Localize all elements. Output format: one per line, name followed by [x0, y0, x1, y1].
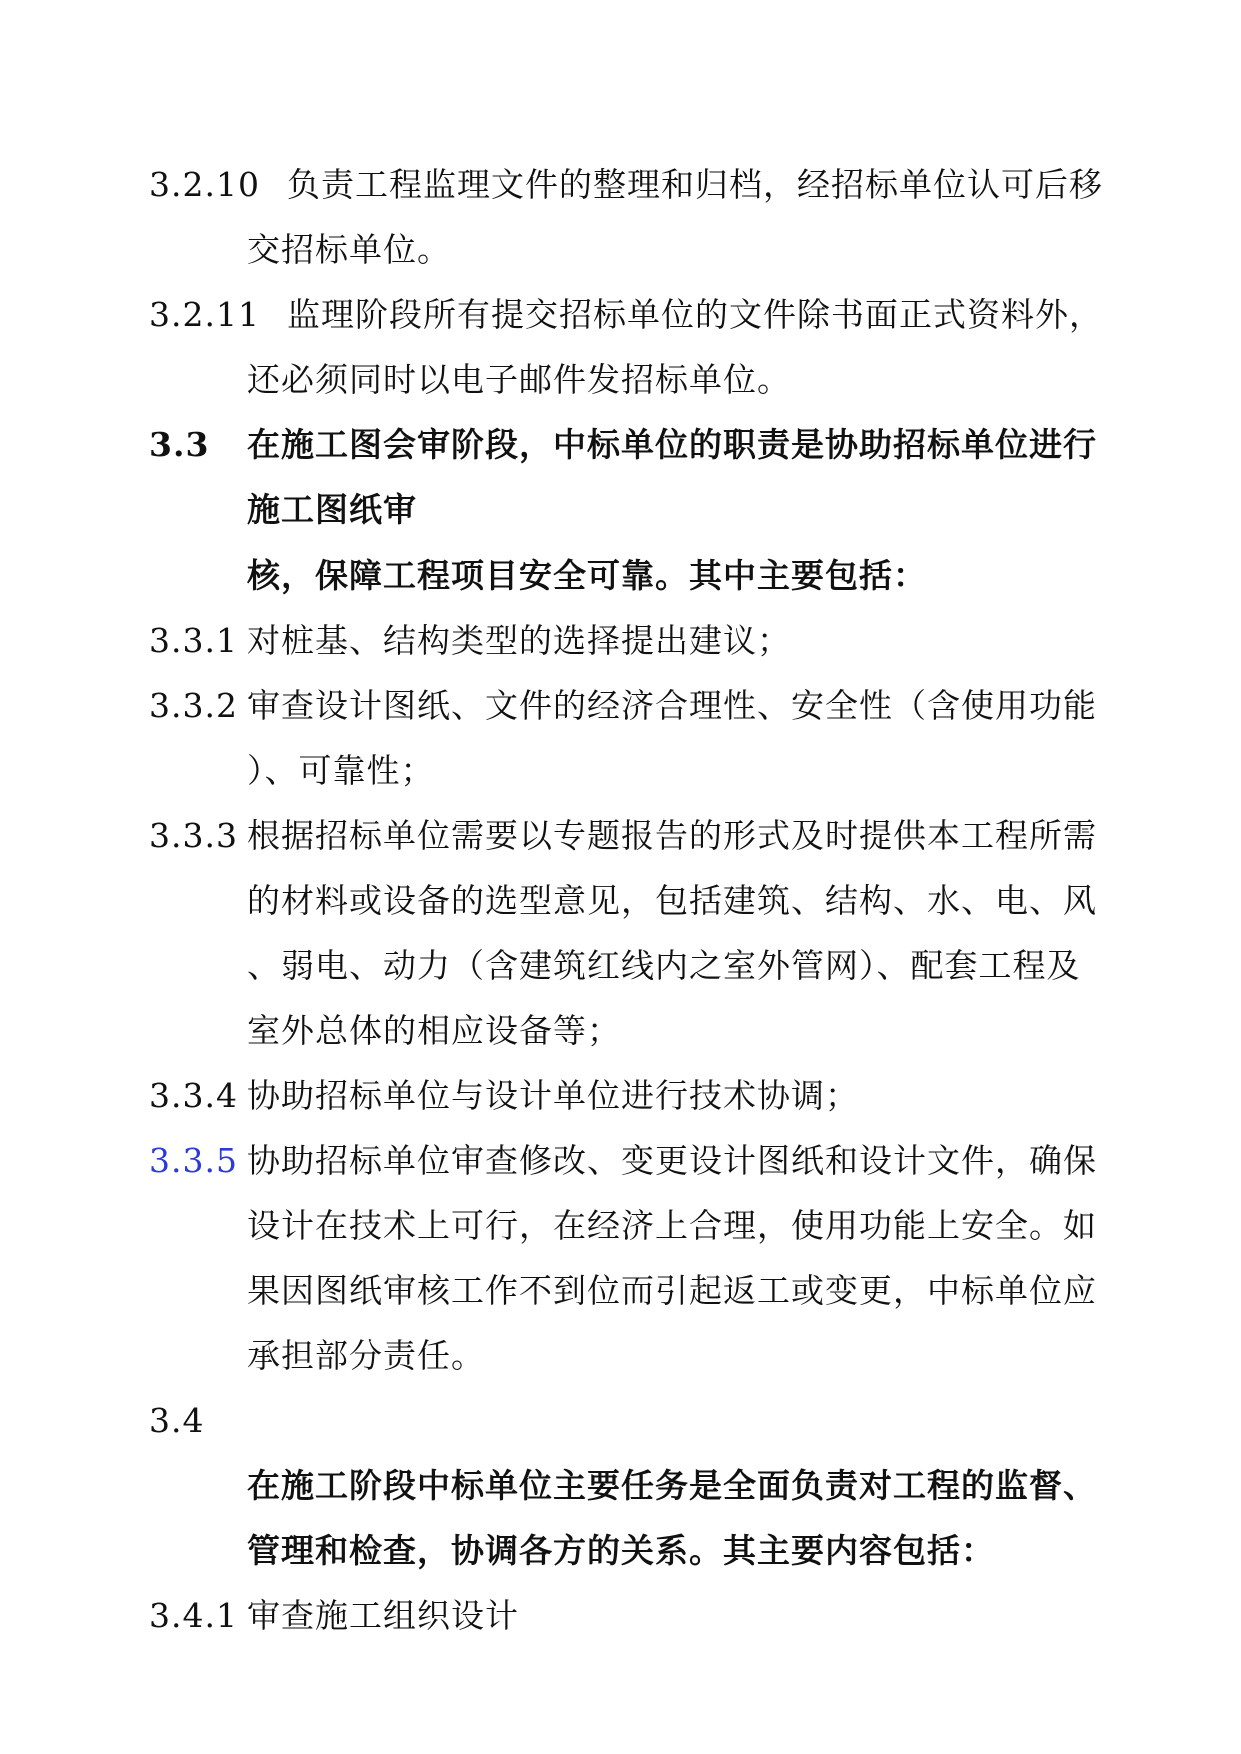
section-number: 3.4: [149, 1401, 205, 1440]
clause-text: 负责工程监理文件的整理和归档，经招标单位认可后移: [287, 165, 1103, 204]
clause-text: 室外总体的相应设备等；: [247, 1011, 621, 1050]
section-number: 3.3: [149, 425, 210, 464]
clause-text: 、弱电、动力（含建筑红线内之室外管网）、配套工程及: [247, 946, 1081, 985]
section-heading: 在施工阶段中标单位主要任务是全面负责对工程的监督、: [247, 1466, 1097, 1505]
section-heading: 在施工图会审阶段，中标单位的职责是协助招标单位进行: [247, 425, 1097, 464]
section-heading: 管理和检查，协调各方的关系。其主要内容包括：: [247, 1531, 995, 1570]
clause-text: 交招标单位。: [247, 230, 451, 269]
section-heading: 施工图纸审: [247, 490, 417, 529]
clause-text: 根据招标单位需要以专题报告的形式及时提供本工程所需: [247, 816, 1097, 855]
clause-text: 对桩基、结构类型的选择提出建议；: [247, 621, 791, 660]
clause-number: 3.3.4: [149, 1076, 238, 1115]
clause-number: 3.2.10: [149, 165, 260, 204]
clause-number-highlighted: 3.3.5: [149, 1141, 238, 1180]
clause-text: ）、可靠性；: [247, 751, 435, 790]
section-heading: 核，保障工程项目安全可靠。其中主要包括：: [247, 556, 927, 595]
clause-text: 审查设计图纸、文件的经济合理性、安全性（含使用功能: [247, 686, 1097, 725]
clause-number: 3.3.1: [149, 621, 238, 660]
clause-text: 协助招标单位与设计单位进行技术协调；: [247, 1076, 859, 1115]
clause-text: 还必须同时以电子邮件发招标单位。: [247, 360, 791, 399]
clause-text: 协助招标单位审查修改、变更设计图纸和设计文件，确保: [247, 1141, 1097, 1180]
clause-text: 承担部分责任。: [247, 1336, 485, 1375]
clause-number: 3.3.2: [149, 686, 238, 725]
clause-text: 审查施工组织设计: [247, 1596, 519, 1635]
clause-number: 3.4.1: [149, 1596, 238, 1635]
clause-text: 果因图纸审核工作不到位而引起返工或变更，中标单位应: [247, 1271, 1097, 1310]
clause-text: 的材料或设备的选型意见，包括建筑、结构、水、电、风: [247, 881, 1097, 920]
clause-text: 设计在技术上可行，在经济上合理，使用功能上安全。如: [247, 1206, 1097, 1245]
clause-number: 3.2.11: [149, 295, 260, 334]
clause-text: 监理阶段所有提交招标单位的文件除书面正式资料外，: [287, 295, 1103, 334]
clause-number: 3.3.3: [149, 816, 238, 855]
